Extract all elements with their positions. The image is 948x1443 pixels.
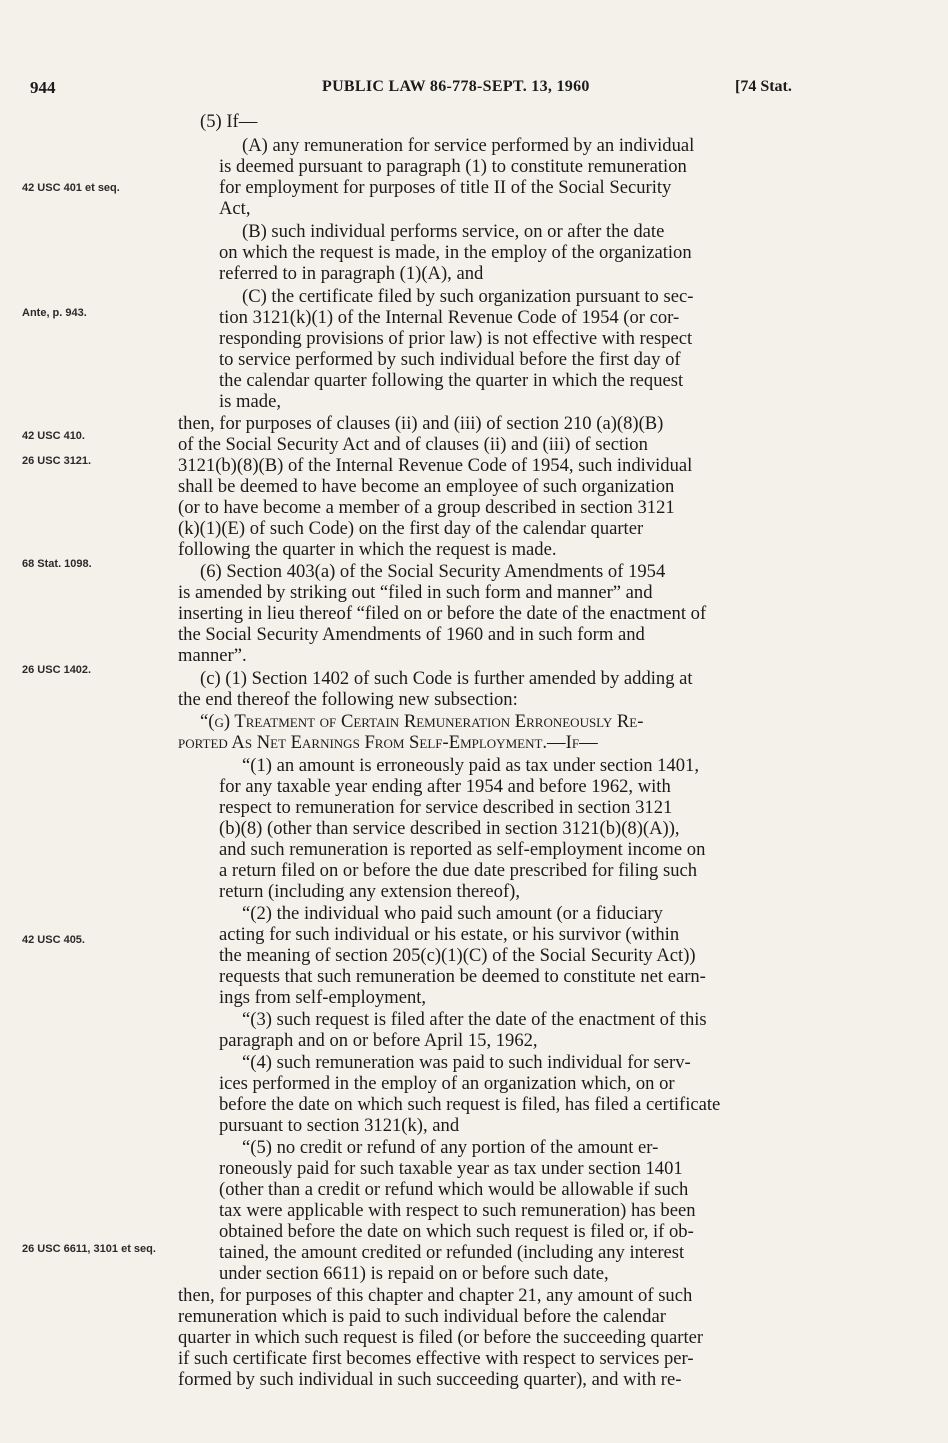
page-header xyxy=(30,78,840,104)
text-line: respect to remuneration for service described in section 3121 xyxy=(219,797,673,818)
text-line: then, for purposes of this chapter and chapter 21, any amount of such xyxy=(178,1285,693,1306)
volume-reference: [74 Stat. xyxy=(735,78,792,95)
text-line: is made, xyxy=(219,391,281,412)
text-line: tained, the amount credited or refunded (including any interest xyxy=(219,1242,685,1263)
text-line: ings from self-employment, xyxy=(219,987,427,1008)
page-number: 944 xyxy=(30,78,56,97)
text-line: Act, xyxy=(219,198,251,219)
margin-note: 68 Stat. 1098. xyxy=(22,558,92,570)
text-line: the end thereof the following new subsection: xyxy=(178,689,518,710)
text-line: the meaning of section 205(c)(1)(C) of the Social Security Act)) xyxy=(219,945,696,966)
text-line: (k)(1)(E) of such Code) on the first day of the calendar quarter xyxy=(178,518,644,539)
text-line: “(2) the individual who paid such amount (or a fiduciary xyxy=(242,903,663,924)
text-line: acting for such individual or his estate, or his survivor (within xyxy=(219,924,680,945)
text-line: (5) If— xyxy=(200,111,258,132)
text-line: for employment for purposes of title II of the Social Security xyxy=(219,177,672,198)
text-line: ices performed in the employ of an organization which, on or xyxy=(219,1073,675,1094)
text-line: the Social Security Amendments of 1960 and in such form and xyxy=(178,624,645,645)
text-line: referred to in paragraph (1)(A), and xyxy=(219,263,484,284)
text-line: to service performed by such individual before the first day of xyxy=(219,349,681,370)
text-line: then, for purposes of clauses (ii) and (iii) of section 210 (a)(8)(B) xyxy=(178,413,664,434)
text-line: (6) Section 403(a) of the Social Security Amendments of 1954 xyxy=(200,561,666,582)
text-line: “(3) such request is filed after the date of the enactment of this xyxy=(242,1009,707,1030)
text-line: “(5) no credit or refund of any portion of the amount er- xyxy=(242,1137,659,1158)
text-line: remuneration which is paid to such individual before the calendar xyxy=(178,1306,666,1327)
text-line: if such certificate first becomes effective with respect to services per- xyxy=(178,1348,694,1369)
text-line: for any taxable year ending after 1954 and before 1962, with xyxy=(219,776,671,797)
text-line: shall be deemed to have become an employee of such organization xyxy=(178,476,675,497)
text-line: (A) any remuneration for service performed by an individual xyxy=(242,135,695,156)
text-line: following the quarter in which the request is made. xyxy=(178,539,557,560)
text-line: (B) such individual performs service, on or after the date xyxy=(242,221,665,242)
text-line: (b)(8) (other than service described in section 3121(b)(8)(A)), xyxy=(219,818,680,839)
text-line: is deemed pursuant to paragraph (1) to constitute remuneration xyxy=(219,156,687,177)
running-title: PUBLIC LAW 86-778-SEPT. 13, 1960 xyxy=(322,78,590,95)
text-line: “(4) such remuneration was paid to such individual for serv- xyxy=(242,1052,691,1073)
text-line: on which the request is made, in the employ of the organization xyxy=(219,242,692,263)
text-line: tax were applicable with respect to such remuneration) has been xyxy=(219,1200,696,1221)
text-line: requests that such remuneration be deemed to constitute net earn- xyxy=(219,966,706,987)
text-line: (c) (1) Section 1402 of such Code is further amended by adding at xyxy=(200,668,693,689)
text-line: paragraph and on or before April 15, 1962, xyxy=(219,1030,538,1051)
text-line: is amended by striking out “filed in such form and manner” and xyxy=(178,582,653,603)
margin-note: Ante, p. 943. xyxy=(22,307,87,319)
text-line: and such remuneration is reported as self-employment income on xyxy=(219,839,706,860)
text-line: quarter in which such request is filed (or before the succeeding quarter xyxy=(178,1327,704,1348)
text-line: (or to have become a member of a group described in section 3121 xyxy=(178,497,675,518)
margin-note: 42 USC 401 et seq. xyxy=(22,182,120,194)
text-line: return (including any extension thereof), xyxy=(219,881,521,902)
text-line: roneously paid for such taxable year as tax under section 1401 xyxy=(219,1158,683,1179)
text-line: of the Social Security Act and of clauses (ii) and (iii) of section xyxy=(178,434,648,455)
text-line: manner”. xyxy=(178,645,247,666)
text-line: before the date on which such request is filed, has filed a certificate xyxy=(219,1094,721,1115)
text-line: pursuant to section 3121(k), and xyxy=(219,1115,460,1136)
subsection-heading: “(g) Treatment of Certain Remuneration Erroneously Re- xyxy=(200,711,644,732)
text-line: inserting in lieu thereof “filed on or before the date of the enactment of xyxy=(178,603,707,624)
margin-note: 42 USC 410. xyxy=(22,430,85,442)
text-line: responding provisions of prior law) is not effective with respect xyxy=(219,328,693,349)
margin-note: 26 USC 1402. xyxy=(22,664,92,676)
text-line: (other than a credit or refund which would be allowable if such xyxy=(219,1179,689,1200)
text-line: under section 6611) is repaid on or before such date, xyxy=(219,1263,609,1284)
text-line: obtained before the date on which such request is filed or, if ob- xyxy=(219,1221,694,1242)
margin-note: 42 USC 405. xyxy=(22,934,85,946)
text-line: a return filed on or before the due date prescribed for filing such xyxy=(219,860,698,881)
text-line: formed by such individual in such succeeding quarter), and with re- xyxy=(178,1369,682,1390)
margin-note: 26 USC 3121. xyxy=(22,455,92,467)
text-line: tion 3121(k)(1) of the Internal Revenue Code of 1954 (or cor- xyxy=(219,307,680,328)
text-line: 3121(b)(8)(B) of the Internal Revenue Code of 1954, such individual xyxy=(178,455,693,476)
text-line: the calendar quarter following the quarter in which the request xyxy=(219,370,684,391)
text-line: (C) the certificate filed by such organization pursuant to sec- xyxy=(242,286,694,307)
text-line: “(1) an amount is erroneously paid as tax under section 1401, xyxy=(242,755,699,776)
subsection-heading: ported As Net Earnings From Self-Employment.—If— xyxy=(178,732,598,753)
margin-note: 26 USC 6611, 3101 et seq. xyxy=(22,1243,156,1255)
